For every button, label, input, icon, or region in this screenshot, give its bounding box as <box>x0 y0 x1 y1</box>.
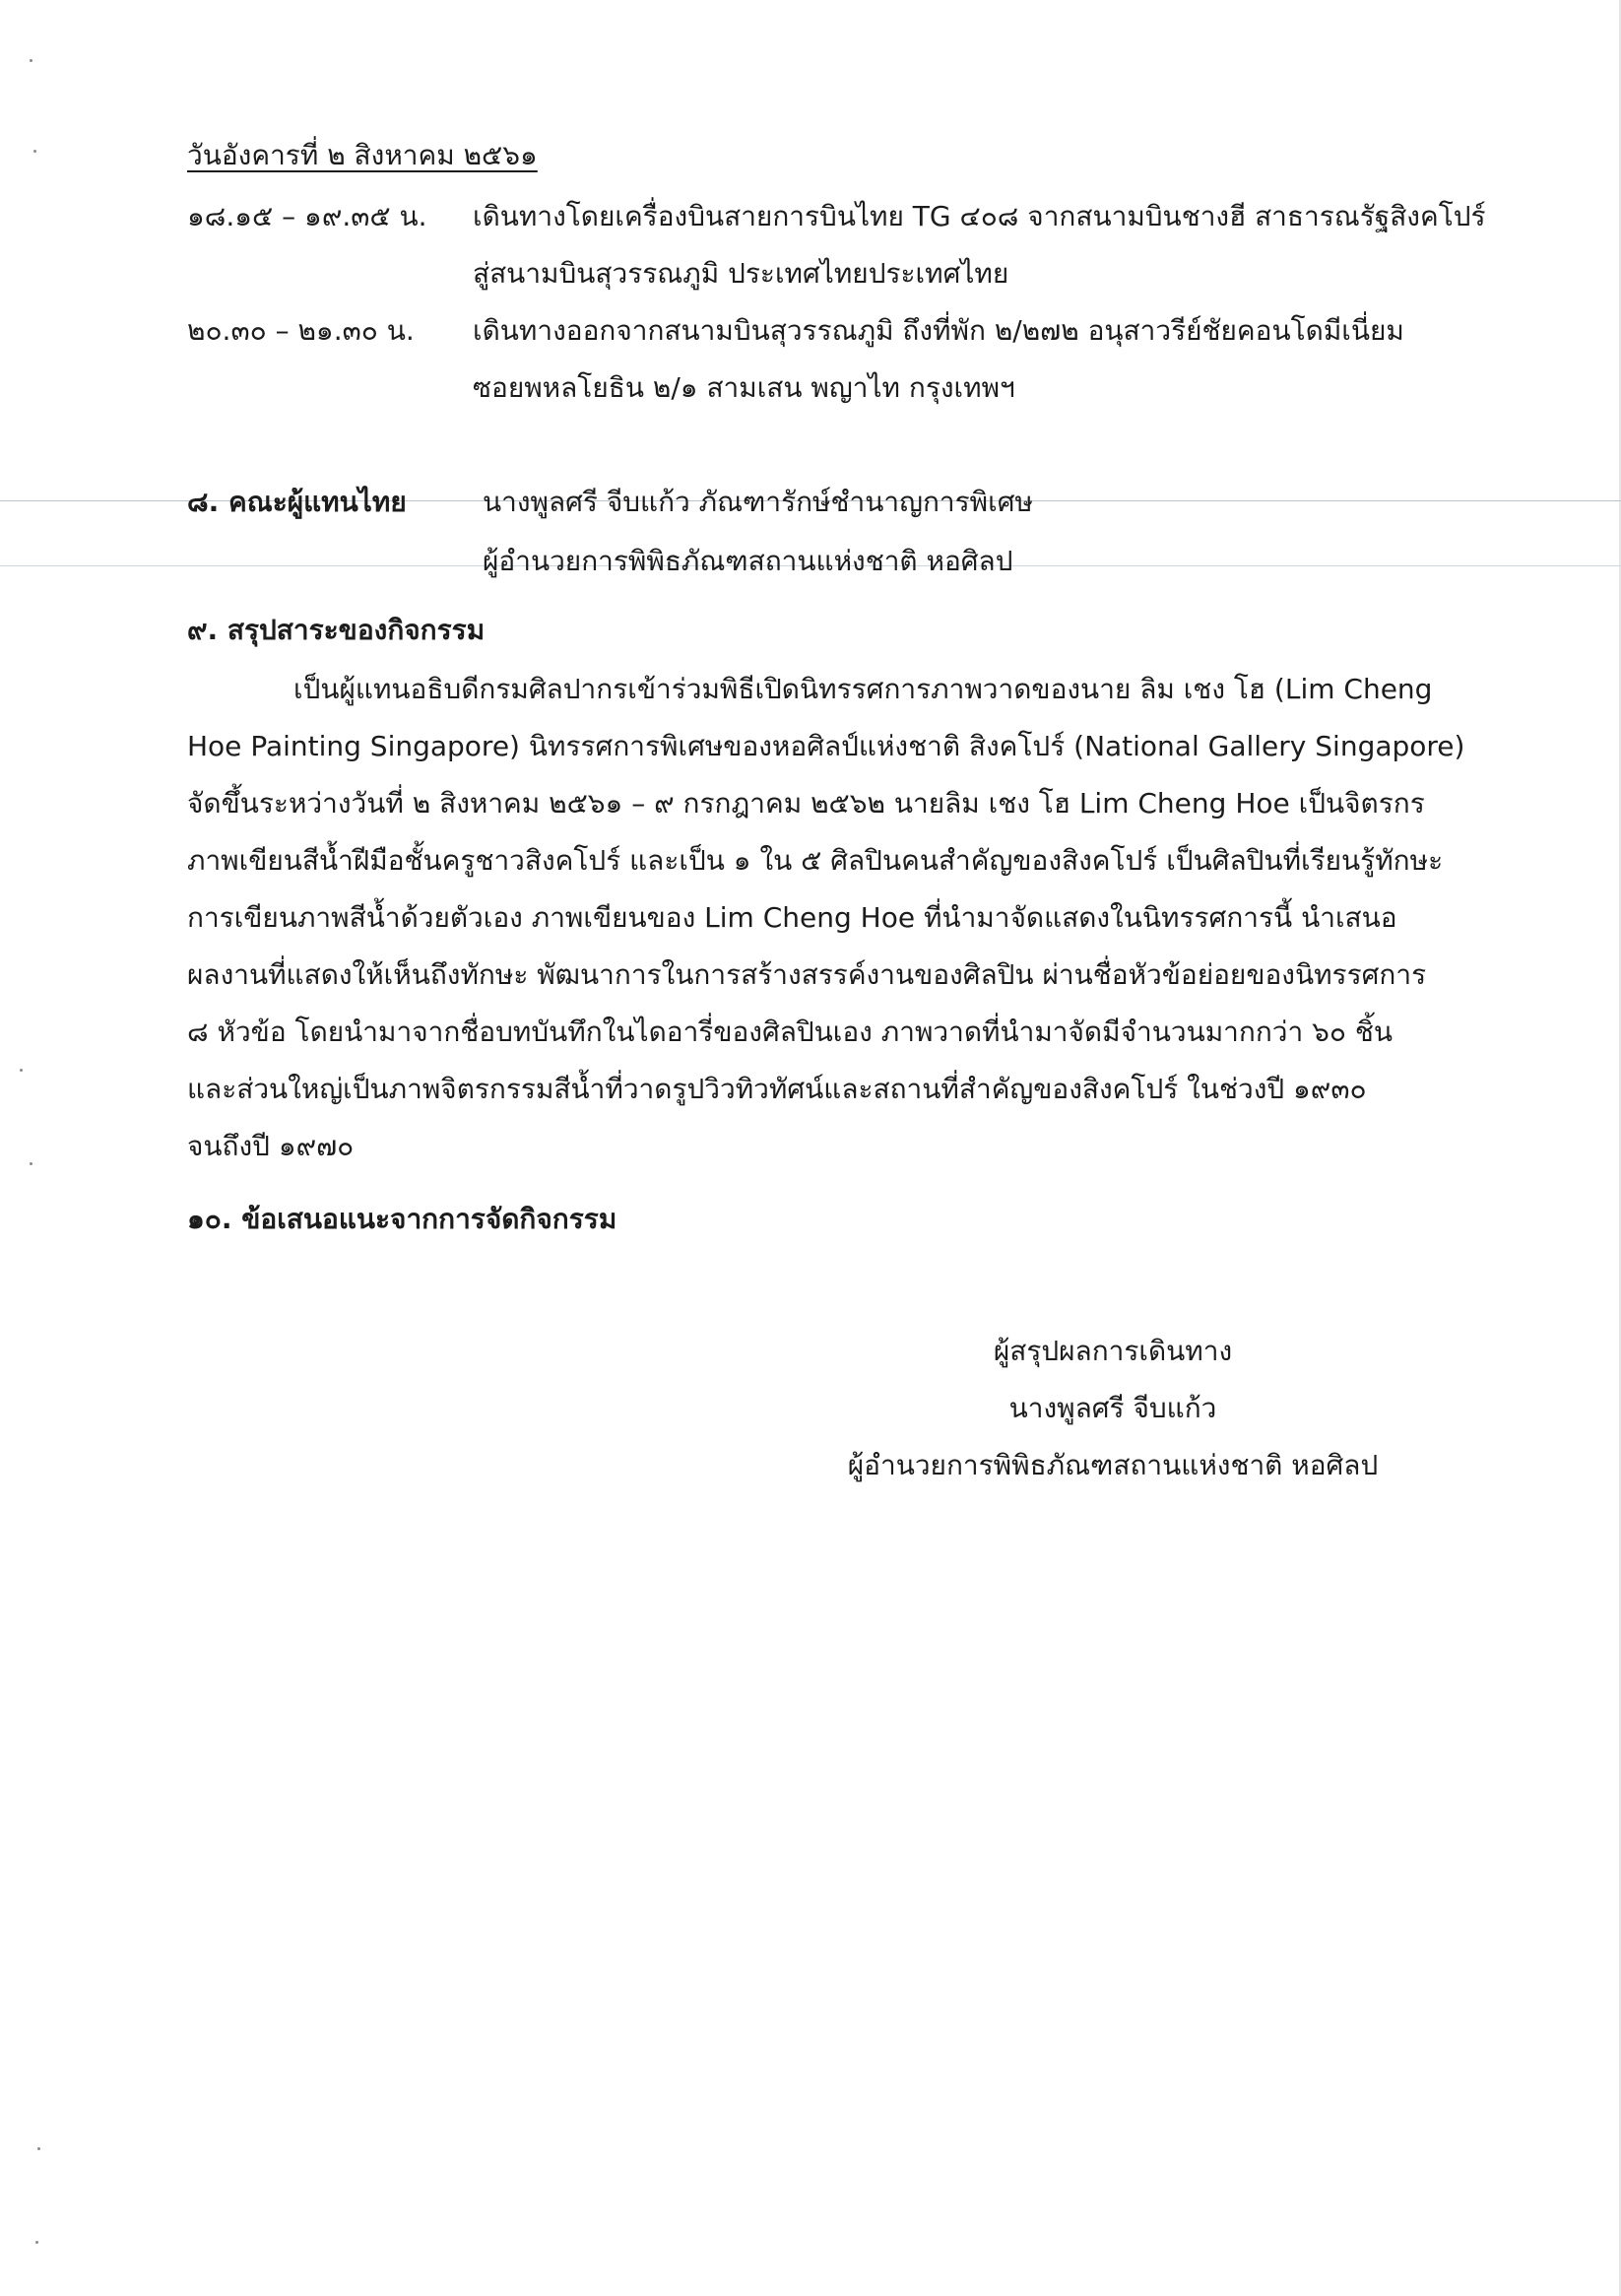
scan-speck <box>35 2241 38 2244</box>
schedule-description: เดินทางออกจากสนามบินสุวรรณภูมิ ถึงที่พัก ๒/๒๗๒ อนุสาวรีย์ชัยคอนโดมีเนี่ยม <box>473 314 1404 347</box>
schedule-time: ๒๐.๓๐ – ๒๑.๓๐ น. <box>187 314 415 347</box>
delegate-name: นางพูลศรี จีบแก้ว ภัณฑารักษ์ชำนาญการพิเศษ <box>483 486 1033 518</box>
summary-line: ภาพเขียนสีน้ำฝีมือชั้นครูชาวสิงคโปร์ และเป็น ๑ ใน ๕ ศิลปินคนสำคัญของสิงคโปร์ เป็นศิลปินที่เรียนรู้ทักษะ <box>187 844 1444 877</box>
summary-line: และส่วนใหญ่เป็นภาพจิตรกรรมสีน้ำที่วาดรูปวิวทิวทัศน์และสถานที่สำคัญของสิงคโปร์ ในช่วงปี ๑๙๓๐ <box>187 1073 1367 1105</box>
scan-speck <box>30 59 32 62</box>
summary-line: ผลงานที่แสดงให้เห็นถึงทักษะ พัฒนาการในการสร้างสรรค์งานของศิลปิน ผ่านชื่อหัวข้อย่อยของนิทรรศการ <box>187 958 1427 991</box>
summary-line: การเขียนภาพสีน้ำด้วยตัวเอง ภาพเขียนของ Lim Cheng Hoe ที่นำมาจัดแสดงในนิทรรศการนี้ นำเสนอ <box>187 901 1397 934</box>
scan-speck <box>37 2147 40 2150</box>
section-9-heading: ๙. สรุปสาระของกิจกรรม <box>187 614 486 646</box>
schedule-description: สู่สนามบินสุวรรณภูมิ ประเทศไทยประเทศไทย <box>473 257 1009 290</box>
summary-line: จนถึงปี ๑๙๗๐ <box>187 1130 355 1162</box>
day-heading: วันอังคารที่ ๒ สิงหาคม ๒๕๖๑ <box>187 139 538 171</box>
delegate-position: ผู้อำนวยการพิพิธภัณฑสถานแห่งชาติ หอศิลป <box>483 545 1013 577</box>
signatory-name: นางพูลศรี จีบแก้ว <box>1008 1392 1217 1424</box>
summary-line: เป็นผู้แทนอธิบดีกรมศิลปากรเข้าร่วมพิธีเปิดนิทรรศการภาพวาดของนาย ลิม เชง โฮ (Lim Cheng <box>293 673 1433 705</box>
section-10-heading: ๑๐. ข้อเสนอแนะจากการจัดกิจกรรม <box>187 1203 617 1235</box>
summary-line: Hoe Painting Singapore) นิทรรศการพิเศษของหอศิลป์แห่งชาติ สิงคโปร์ (National Gallery Singapore) <box>187 730 1465 762</box>
section-8-heading: ๘. คณะผู้แทนไทย <box>187 486 407 518</box>
scan-speck <box>33 150 36 153</box>
signatory-position: ผู้อำนวยการพิพิธภัณฑสถานแห่งชาติ หอศิลป <box>847 1449 1379 1481</box>
schedule-description: ซอยพหลโยธิน ๒/๑ สามเสน พญาไท กรุงเทพฯ <box>473 371 1015 404</box>
summary-line: ๘ หัวข้อ โดยนำมาจากชื่อบทบันทึกในไดอารี่ของศิลปินเอง ภาพวาดที่นำมาจัดมีจำนวนมากกว่า ๖๐ ชิ้น <box>187 1016 1394 1048</box>
signature-caption: ผู้สรุปผลการเดินทาง <box>993 1335 1233 1367</box>
summary-line: จัดขึ้นระหว่างวันที่ ๒ สิงหาคม ๒๕๖๑ – ๙ กรกฎาคม ๒๕๖๒ นายลิม เชง โฮ Lim Cheng Hoe เป็นจิตรกร <box>187 787 1425 820</box>
scan-speck <box>30 1162 32 1165</box>
schedule-time: ๑๘.๑๕ – ๑๙.๓๕ น. <box>187 200 427 232</box>
scan-speck <box>20 1069 23 1072</box>
schedule-description: เดินทางโดยเครื่องบินสายการบินไทย TG ๔๐๘ จากสนามบินชางฮี สาธารณรัฐสิงคโปร์ <box>473 200 1486 232</box>
